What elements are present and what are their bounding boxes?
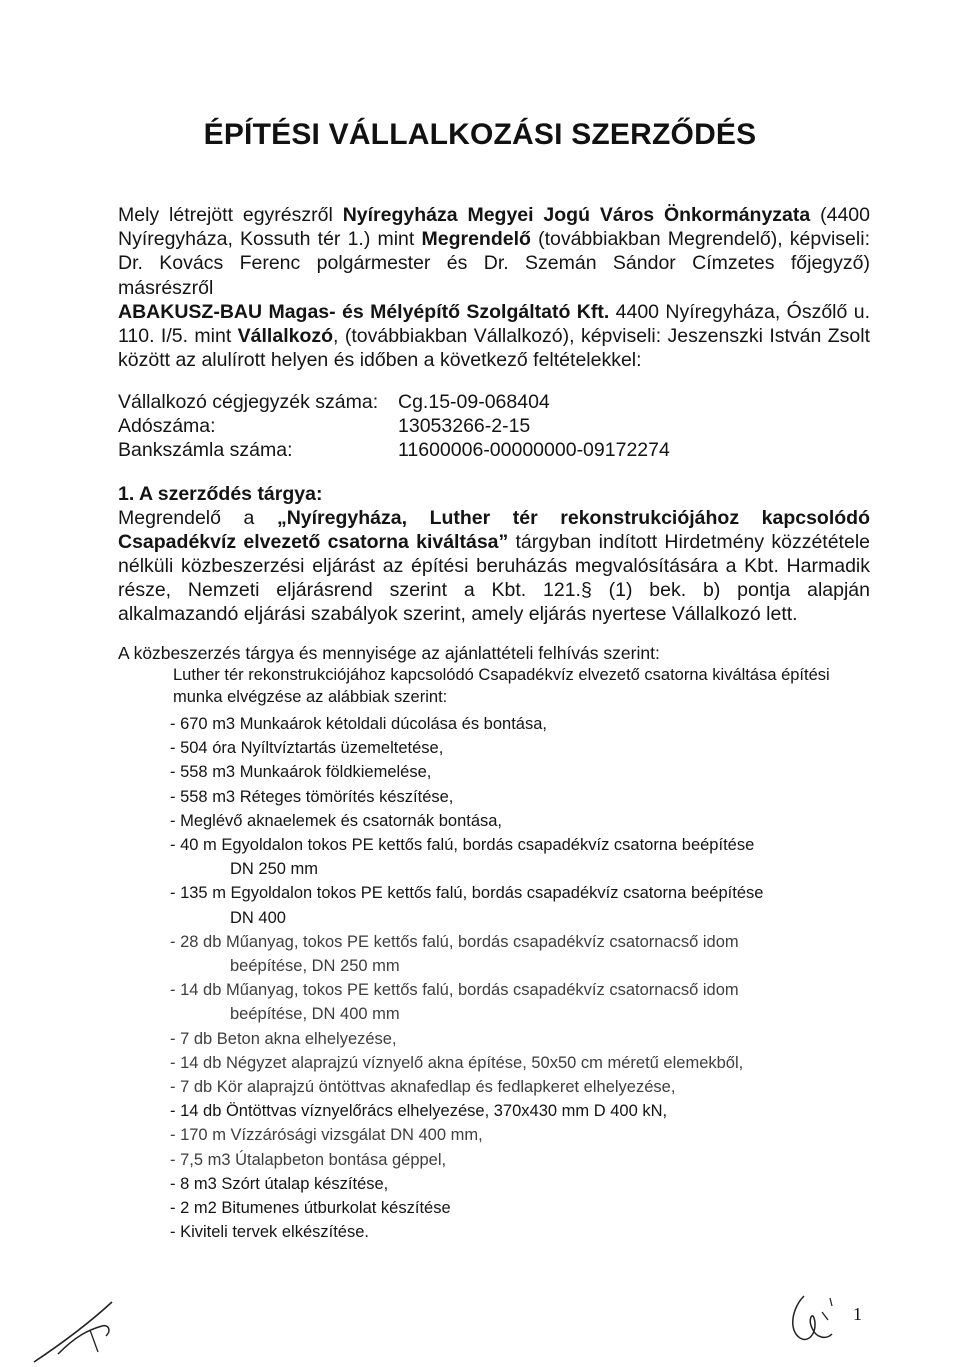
initials-signature-right [782,1290,852,1352]
intro-text-2: (4400 Nyíregyháza, Kossuth tér 1.) mint [118,204,870,251]
list-item-subtext: beépítése, DN 400 mm [230,1005,400,1024]
intro-text-3: (továbbiakban Megrendelő), képviseli: Dr. Kovács Ferenc polgármester és Dr. Szemán Sándor Címzetes főjegyző) másrészről [118,228,870,299]
project-title: „Nyíregyháza, Luther tér rekonstrukciójához kapcsolódó Csapadékvíz elvezető csatorna kiváltása” [118,507,870,553]
list-item [170,1075,870,1099]
list-item-text: - 504 óra Nyíltvíztartás üzemeltetése, [170,739,444,758]
scope-description: Luther tér rekonstrukciójához kapcsolódó Csapadékvíz elvezető csatorna kiváltása építési munka elvégzése az alábbiak szerint: [173,666,830,706]
list-item [170,978,870,1026]
intro-text-4: 4400 Nyíregyháza, Ószőlő u. 110. I/5. mint [118,300,871,348]
list-item [170,760,870,784]
list-item-text: - 2 m2 Bitumenes útburkolat készítése [170,1199,451,1218]
list-item-text: - 135 m Egyoldalon tokos PE kettős falú, bordás csapadékvíz csatorna beépítése [170,884,764,903]
list-item-subtext: beépítése, DN 250 mm [230,957,400,976]
list-item [170,1172,870,1196]
list-item-text: - 670 m3 Munkaárok kétoldali dúcolása és bontása, [170,715,547,733]
registry-value: 13053266-2-15 [398,415,531,437]
customer-name: Nyíregyháza Megyei Jogú Város Önkormányzata [342,204,811,226]
list-item-text: - 14 db Négyzet alaprajzú víznyelő akna építése, 50x50 cm méretű elemekből, [170,1053,744,1072]
section-text-2: tárgyban indított Hirdetmény közzététele nélküli közbeszerzési eljárást az építési beruházás megvalósítására a Kbt. Harmadik része, Nemzeti eljárásrend szerint a Kbt. 121.§ (1) bek. b) pontja alapján alkalmazandó eljárási szabályok szerint, amely eljárás nyertese Vállalkozó lett. [118,531,870,625]
list-item-text: - 40 m Egyoldalon tokos PE kettős falú, bordás csapadékvíz csatorna beépítése [170,836,755,855]
section-text-1: Megrendelő a [118,507,277,529]
section-1 [118,482,870,626]
page-number: 1 [853,1304,862,1324]
list-item-text: - 14 db Öntöttvas víznyelőrács elhelyezése, 370x430 mm D 400 kN, [170,1102,668,1121]
registry-label: Bankszámla száma: [118,439,293,461]
list-item [170,736,870,760]
list-item [170,1196,870,1220]
list-item [170,712,870,736]
list-item-text: - 7 db Beton akna elhelyezése, [170,1029,397,1048]
registry-value: Cg.15-09-068404 [398,391,550,413]
list-item-text: - Meglévő aknaelemek és csatornák bontása, [170,811,503,830]
work-items-list [170,712,870,1244]
initials-signature-left [28,1296,128,1366]
list-item-text: - Kiviteli tervek elkészítése. [170,1223,369,1242]
customer-role: Megrendelő [421,228,531,251]
registry-table [118,390,670,462]
list-item [170,1220,870,1244]
list-item-text: - 7,5 m3 Útalapbeton bontása géppel, [170,1150,447,1169]
list-item-subtext: DN 400 [230,908,286,927]
list-item [170,1027,870,1051]
list-item [170,833,870,881]
registry-label: Vállalkozó cégjegyzék száma: [118,391,379,413]
list-item [170,1123,870,1147]
document-title: ÉPÍTÉSI VÁLLALKOZÁSI SZERZŐDÉS [203,118,757,151]
registry-row [118,390,670,414]
list-item-text: - 170 m Vízzárósági vizsgálat DN 400 mm, [170,1126,483,1145]
intro-text-5: , (továbbiakban Vállalkozó), képviseli: Jeszenszki István Zsolt között az alulírott helyen és időben a következő feltételekkel: [118,325,870,372]
list-item-text: - 14 db Műanyag, tokos PE kettős falú, bordás csapadékvíz csatornacső idom [170,981,739,1000]
list-item-text: - 28 db Műanyag, tokos PE kettős falú, bordás csapadékvíz csatornacső idom [170,932,739,951]
contractor-role: Vállalkozó [237,325,334,348]
list-item [170,930,870,978]
list-item-text: - 8 m3 Szórt útalap készítése, [170,1174,389,1193]
list-item [170,1099,870,1123]
list-item [170,809,870,833]
list-item-text: - 558 m3 Réteges tömörítés készítése, [170,787,454,806]
registry-row [118,438,670,462]
list-item-subtext: DN 250 mm [230,860,319,879]
registry-value: 11600006-00000000-09172274 [398,439,670,461]
list-item [170,1148,870,1172]
list-item [170,1051,870,1075]
list-item [170,881,870,929]
list-item [170,785,870,809]
registry-row [118,414,670,438]
section-heading: 1. A szerződés tárgya: [118,483,323,505]
section-body [118,506,870,626]
contractor-name: ABAKUSZ-BAU Magas- és Mélyépítő Szolgáltató Kft. [118,300,610,323]
scope-intro: A közbeszerzés tárgya és mennyisége az ajánlattételi felhívás szerint: [118,643,660,663]
registry-label: Adószáma: [118,415,216,437]
parties-paragraph [118,203,870,372]
list-item-text: - 558 m3 Munkaárok földkiemelése, [170,763,432,782]
list-item-text: - 7 db Kör alaprajzú öntöttvas aknafedlap és fedlapkeret elhelyezése, [170,1078,676,1097]
intro-text-1: Mely létrejött egyrészről [118,204,343,226]
